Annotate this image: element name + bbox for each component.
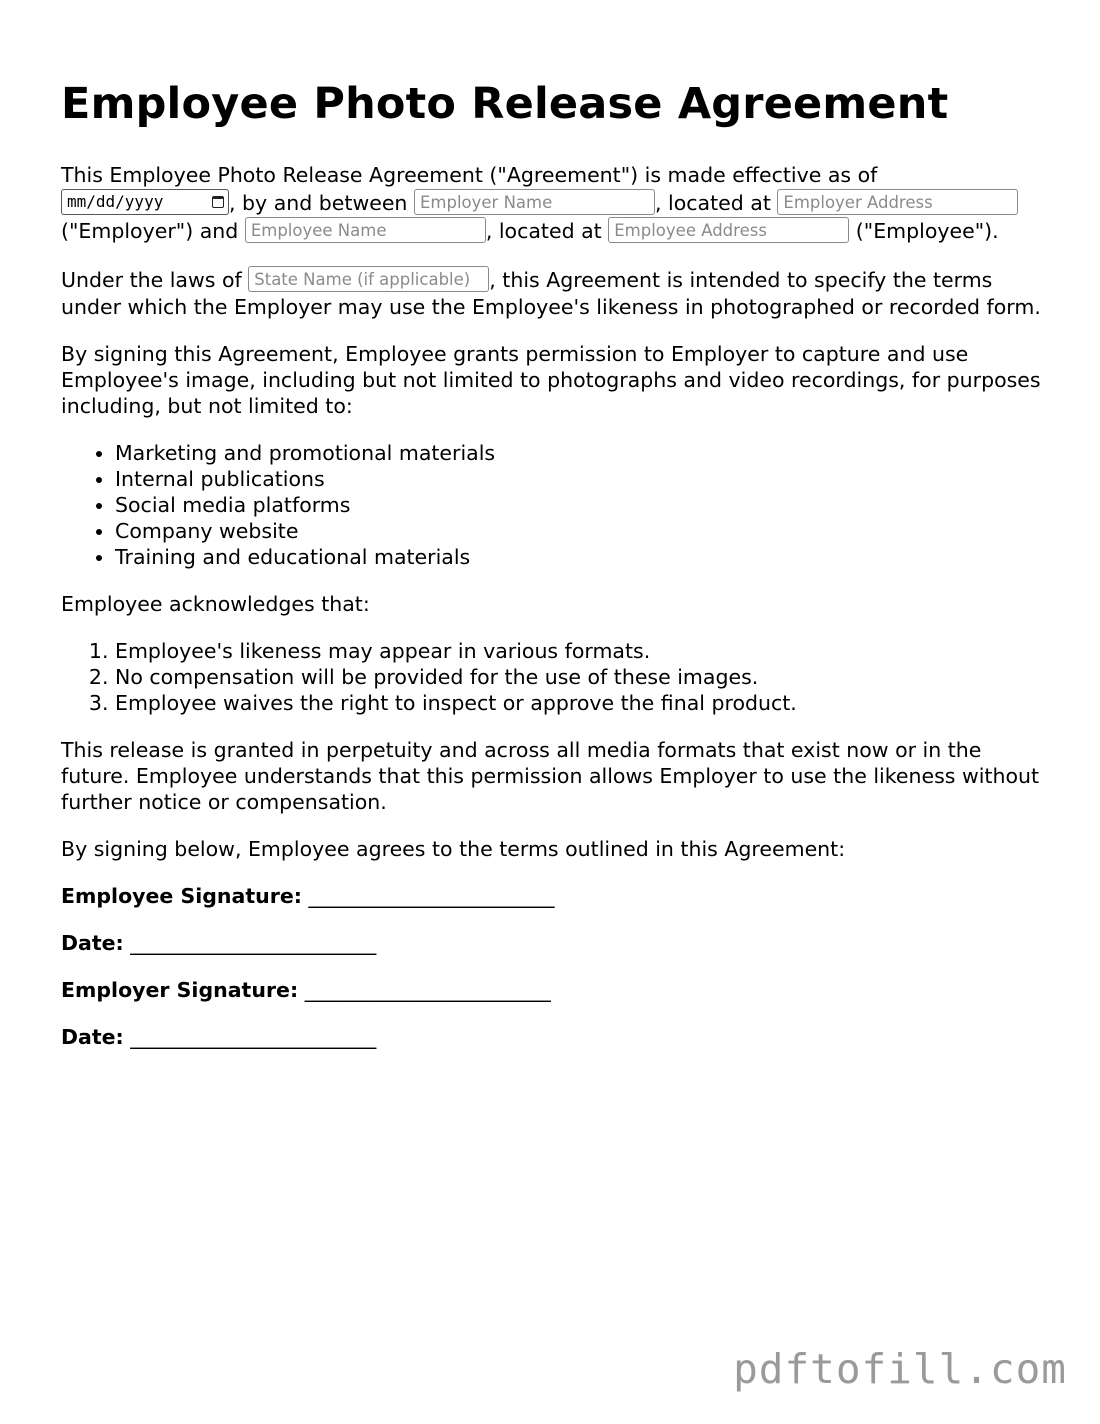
employer-address-input[interactable] [777, 189, 1018, 215]
list-item: • Training and educational materials [115, 544, 1041, 570]
state-name-input[interactable] [248, 266, 489, 292]
agreement-document [61, 78, 1041, 1071]
employee-signature-line[interactable] [61, 883, 1041, 909]
intro-text-5: , located at [485, 219, 602, 243]
signing-paragraph: By signing below, Employee agrees to the terms outlined in this Agreement: [61, 837, 846, 861]
laws-paragraph [61, 267, 1041, 320]
list-item: • Company website [115, 518, 1041, 544]
intro-text-4: ("Employer") and [61, 219, 239, 243]
intro-text-2: , by and between [229, 191, 408, 215]
signature-blank: ________________________ [308, 884, 555, 908]
date-blank: ________________________ [130, 931, 377, 955]
calendar-icon[interactable] [212, 196, 224, 208]
intro-paragraph [61, 161, 1041, 245]
intro-text-6: ("Employee"). [855, 219, 999, 243]
employer-signature-label: Employer Signature: [61, 978, 299, 1002]
list-item: 3. Employee waives the right to inspect or approve the final product. [115, 690, 1041, 716]
laws-text-2: , this Agreement is intended to specify the terms under which the Employer may use the Employee's likeness in photographed or recorded form. [61, 268, 1041, 319]
watermark: pdftofill.com [733, 1345, 1067, 1393]
acknowledgements-list [61, 638, 1041, 716]
purposes-list [61, 440, 1041, 570]
employee-date-line[interactable] [61, 930, 1041, 956]
page-title: Employee Photo Release Agreement [61, 79, 949, 129]
employee-date-label: Date: [61, 931, 124, 955]
date-blank: ________________________ [130, 1025, 377, 1049]
list-item: • Social media platforms [115, 492, 1041, 518]
acknowledge-paragraph: Employee acknowledges that: [61, 592, 370, 616]
list-item: 2. No compensation will be provided for the use of these images. [115, 664, 1041, 690]
laws-text-1: Under the laws of [61, 268, 242, 292]
employer-date-label: Date: [61, 1025, 124, 1049]
list-item: 1. Employee's likeness may appear in various formats. [115, 638, 1041, 664]
employee-address-input[interactable] [608, 217, 849, 243]
employer-date-line[interactable] [61, 1024, 1041, 1050]
list-item: • Internal publications [115, 466, 1041, 492]
effective-date-field[interactable] [61, 189, 229, 215]
list-item: • Marketing and promotional materials [115, 440, 1041, 466]
date-placeholder: mm/dd/yyyy [67, 192, 164, 211]
intro-text-3: , located at [654, 191, 771, 215]
signature-blank: ________________________ [304, 978, 551, 1002]
employee-name-input[interactable] [245, 217, 486, 243]
permission-paragraph: By signing this Agreement, Employee grants permission to Employer to capture and use Employee's image, including but not limited to photographs and video recordings, for purposes including, but not limited to: [61, 342, 1041, 418]
release-paragraph: This release is granted in perpetuity and across all media formats that exist now or in the future. Employee understands that this permission allows Employer to use the likeness without further notice or compensation. [61, 738, 1040, 814]
employer-name-input[interactable] [414, 189, 655, 215]
employer-signature-line[interactable] [61, 977, 1041, 1003]
intro-text-1: This Employee Photo Release Agreement ("Agreement") is made effective as of [61, 163, 878, 187]
employee-signature-label: Employee Signature: [61, 884, 302, 908]
